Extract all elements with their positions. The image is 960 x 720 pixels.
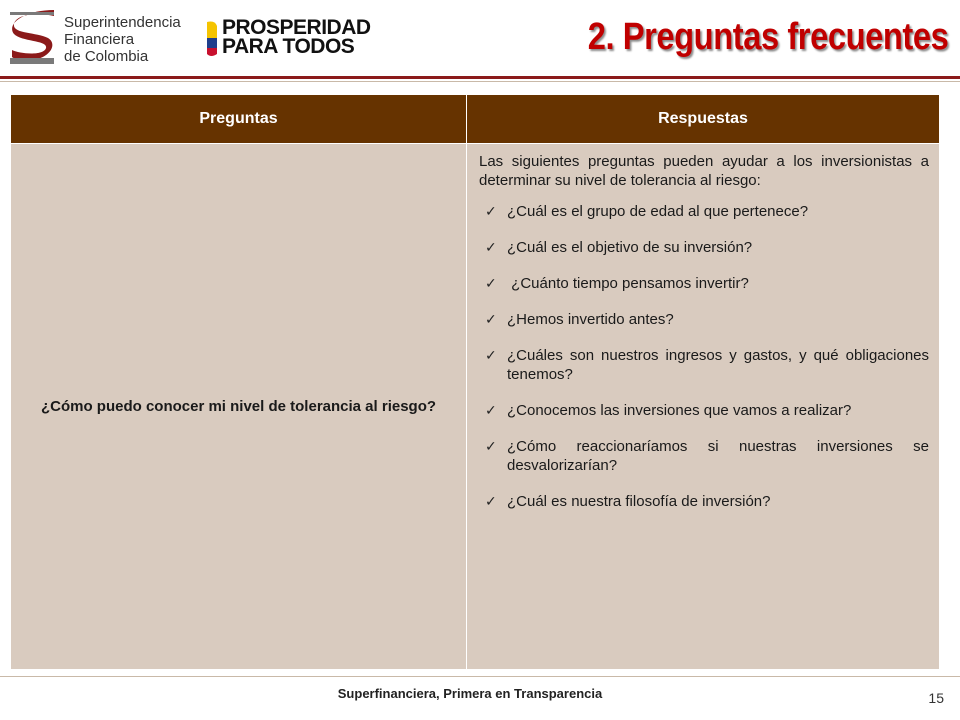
table-header-row — [11, 95, 940, 144]
answer-intro: Las siguientes preguntas pueden ayudar a los inversionistas a determinar su nivel de tolerancia al riesgo: — [479, 153, 929, 189]
list-item — [479, 274, 929, 293]
faq-table — [10, 94, 940, 670]
list-item-text: ¿Cómo reaccionaríamos si nuestras inversiones se desvalorizarían? — [507, 438, 929, 474]
superfinanciera-logo-text — [64, 14, 181, 65]
logo-line: PARA TODOS — [222, 35, 355, 58]
footer-divider — [0, 676, 960, 677]
page-title: 2. Preguntas frecuentes — [587, 16, 948, 58]
list-item — [479, 401, 929, 420]
list-item-text: ¿Conocemos las inversiones que vamos a realizar? — [507, 402, 852, 419]
list-item-text: ¿Cuáles son nuestros ingresos y gastos, y qué obligaciones tenemos? — [507, 347, 929, 383]
logo-line: de Colombia — [64, 48, 149, 65]
list-item-text: ¿Cuánto tiempo pensamos invertir? — [507, 275, 749, 292]
colombia-flag-icon — [205, 20, 219, 58]
list-item-text: ¿Cuál es nuestra filosofía de inversión? — [507, 493, 771, 510]
checkmark-icon: ✓ — [485, 402, 497, 418]
logo-line: PROSPERIDAD — [222, 16, 371, 39]
question-cell: ¿Cómo puedo conocer mi nivel de tolerancia al riesgo? — [11, 144, 467, 670]
checkmark-icon: ✓ — [485, 239, 497, 255]
list-item-text: ¿Cuál es el grupo de edad al que pertenece? — [507, 203, 809, 220]
checkmark-icon: ✓ — [485, 203, 497, 219]
list-item — [479, 346, 929, 384]
page-number: 15 — [928, 690, 944, 706]
list-item-text: ¿Cuál es el objetivo de su inversión? — [507, 239, 753, 256]
checkmark-icon: ✓ — [485, 311, 497, 327]
checkmark-icon: ✓ — [485, 438, 497, 454]
list-item — [479, 238, 929, 257]
footer-slogan: Superfinanciera, Primera en Transparencia — [337, 686, 603, 701]
column-header-preguntas: Preguntas — [11, 95, 467, 144]
table-row — [11, 144, 940, 670]
slide-header — [0, 0, 960, 80]
list-item — [479, 437, 929, 475]
superfinanciera-logo-icon — [8, 10, 58, 66]
header-divider — [0, 76, 960, 79]
column-header-respuestas: Respuestas — [467, 95, 940, 144]
checkmark-icon: ✓ — [485, 347, 497, 363]
header-divider-thin — [0, 81, 960, 82]
list-item-text: ¿Hemos invertido antes? — [507, 311, 674, 328]
answer-checklist — [479, 202, 929, 511]
logo-line: Superintendencia — [64, 14, 181, 31]
logo-line: Financiera — [64, 31, 135, 48]
checkmark-icon: ✓ — [485, 493, 497, 509]
list-item — [479, 202, 929, 221]
list-item — [479, 310, 929, 329]
checkmark-icon: ✓ — [485, 275, 497, 291]
answer-cell — [467, 144, 940, 670]
prosperidad-logo-text — [222, 18, 371, 56]
list-item — [479, 492, 929, 511]
